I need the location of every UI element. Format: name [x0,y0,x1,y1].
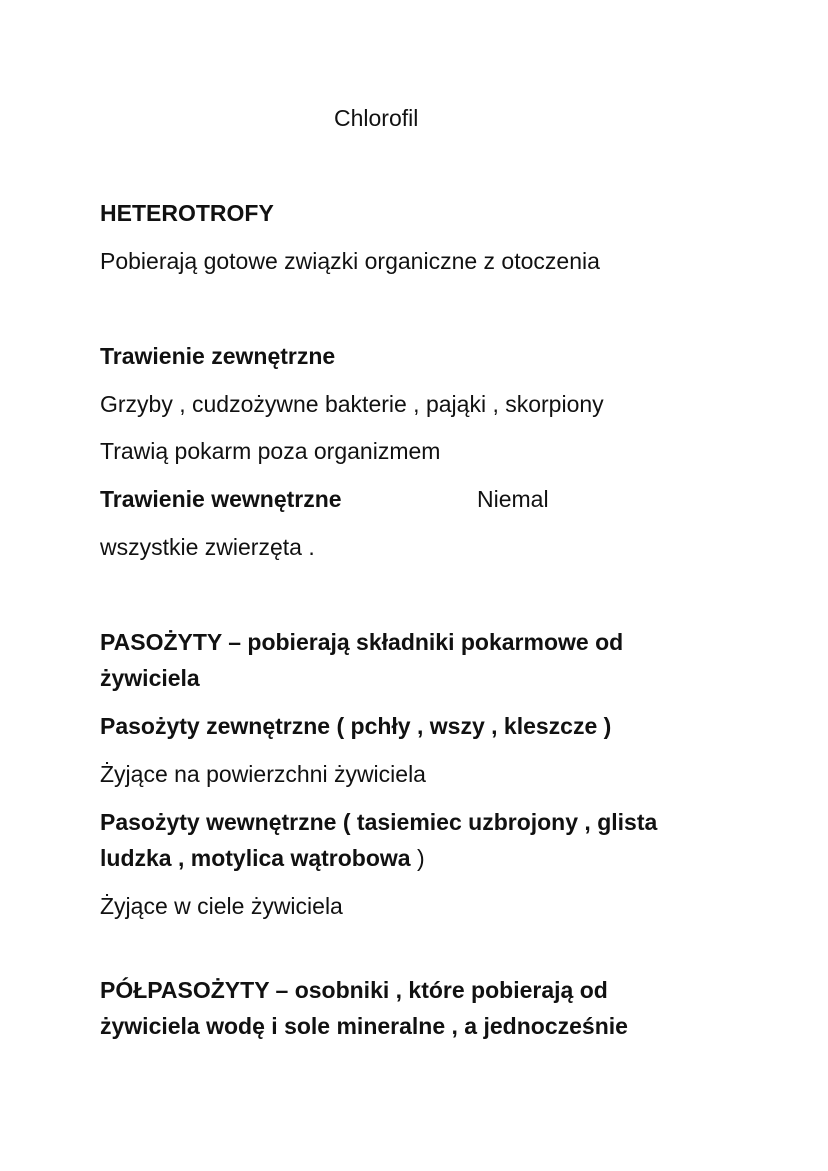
internal-parasites-line2-bold: ludzka , motylica wątrobowa [100,845,411,871]
heading-internal-digestion: Trawienie wewnętrzne [100,486,342,512]
external-digestion-description: Trawią pokarm poza organizmem [100,438,441,464]
heading-parasites-line1: PASOŻYTY – pobierają składniki pokarmowe od [100,629,624,655]
internal-parasites-description: Żyjące w ciele żywiciela [100,893,343,919]
heading-external-digestion: Trawienie zewnętrzne [100,343,336,369]
heading-parasites-line2: żywiciela [100,665,200,691]
heading-internal-parasites-line2 [100,840,425,876]
heading-semiparasites-line2: żywiciela wodę i sole mineralne , a jednocześnie [100,1013,628,1039]
heading-semiparasites-line1: PÓŁPASOŻYTY – osobniki , które pobierają od [100,977,608,1003]
heterotrofy-description: Pobierają gotowe związki organiczne z otoczenia [100,248,600,274]
external-digestion-examples: Grzyby , cudzożywne bakterie , pająki , skorpiony [100,391,604,417]
internal-digestion-aside: Niemal [477,486,549,512]
external-parasites-description: Żyjące na powierzchni żywiciela [100,761,426,787]
page-title: Chlorofil [334,105,419,131]
section-heading-heterotrofy: HETEROTROFY [100,200,274,226]
internal-parasites-line2-rest: ) [410,845,425,871]
internal-digestion-description: wszystkie zwierzęta . [100,534,315,560]
heading-external-parasites: Pasożyty zewnętrzne ( pchły , wszy , kleszcze ) [100,713,612,739]
heading-internal-parasites-line1: Pasożyty wewnętrzne ( tasiemiec uzbrojony , glista [100,809,658,835]
